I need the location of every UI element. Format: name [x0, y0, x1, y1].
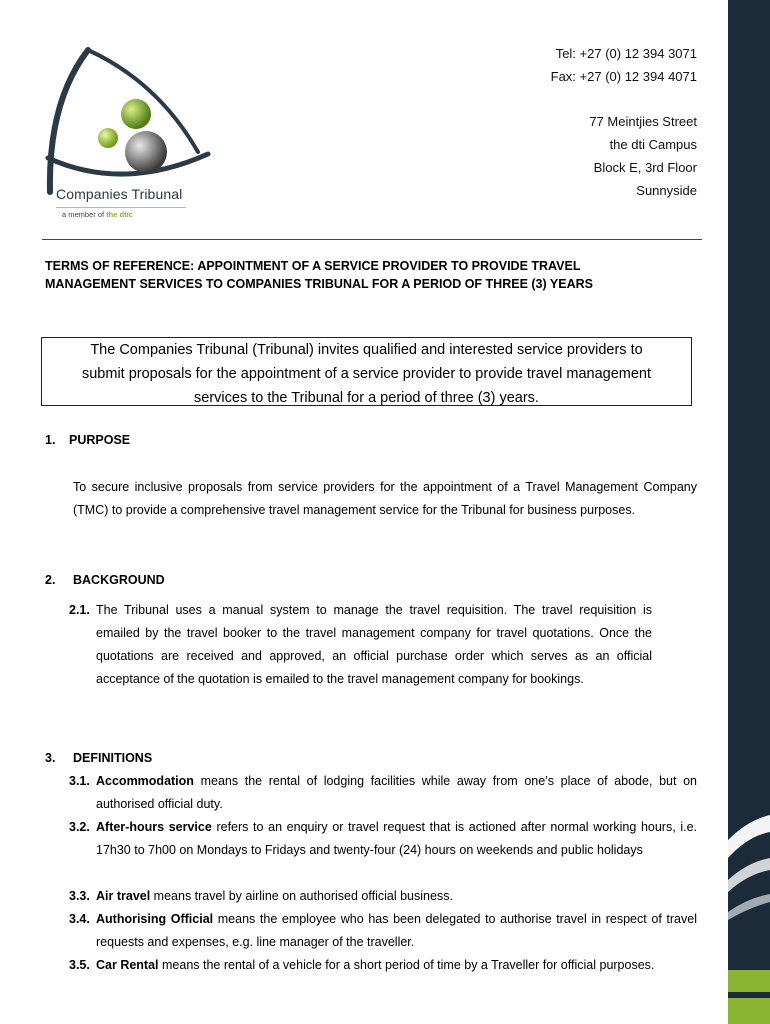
contact-block	[551, 42, 697, 202]
section-number: 2.	[45, 573, 56, 587]
section-heading-background	[45, 573, 165, 587]
invitation-box	[41, 337, 692, 406]
definition-item	[69, 885, 697, 908]
header-rule	[42, 239, 702, 240]
definition-text: means the rental of lodging facilities while away from one’s place of abode, but on authorised official duty.	[96, 774, 697, 811]
logo-divider	[56, 207, 186, 208]
section-number: 1.	[45, 433, 56, 447]
section-title: BACKGROUND	[73, 573, 165, 587]
item-text: The Tribunal uses a manual system to manage the travel requisition. The travel requisition is emailed by the travel booker to the travel management company for travel quotations. Once the quotations are received and approved, an official purchase order which serves as an official acceptance of the quotation is emailed to the travel management company for bookings.	[96, 603, 652, 686]
org-tagline	[62, 210, 133, 219]
definition-item	[69, 908, 697, 954]
definition-text: means travel by airline on authorised official business.	[150, 889, 453, 903]
invitation-line: The Companies Tribunal (Tribunal) invites qualified and interested service providers to	[90, 342, 643, 358]
section-heading-definitions	[45, 751, 152, 765]
definition-item	[69, 816, 697, 862]
invitation-line: services to the Tribunal for a period of three (3) years.	[194, 390, 539, 406]
definition-text: means the rental of a vehicle for a short period of time by a Traveller for official purposes.	[158, 958, 655, 972]
org-name: Companies Tribunal	[56, 186, 183, 202]
band-swoosh-graphic	[728, 800, 770, 960]
definition-text: refers to an enquiry or travel request that is actioned after normal working hours, i.e. 17h30 to 7h00 on Mondays to Fridays and twenty-four (24) hours on weekends and public holidays	[96, 820, 698, 857]
section-number: 3.	[45, 751, 56, 765]
tagline-brand: the dtic	[106, 210, 133, 219]
tagline-prefix: a member of	[62, 210, 107, 219]
tel-line: Tel: +27 (0) 12 394 3071	[555, 46, 697, 61]
definition-term: Air travel	[96, 889, 151, 903]
title-line: MANAGEMENT SERVICES TO COMPANIES TRIBUNAL FOR A PERIOD OF THREE (3) YEARS	[45, 277, 593, 291]
item-number: 3.3.	[69, 889, 90, 903]
definition-term: Car Rental	[96, 958, 159, 972]
title-line: TERMS OF REFERENCE: APPOINTMENT OF A SERVICE PROVIDER TO PROVIDE TRAVEL	[45, 259, 581, 273]
item-number: 2.1.	[69, 603, 90, 617]
definition-text: means the employee who has been delegated to authorise travel in respect of travel requests and expenses, e.g. line manager of the traveller.	[96, 912, 697, 949]
definition-term: After-hours service	[96, 820, 212, 834]
definition-term: Accommodation	[96, 774, 194, 788]
definition-term: Authorising Official	[96, 912, 214, 926]
item-number: 3.1.	[69, 774, 90, 788]
section-heading-purpose	[45, 433, 130, 447]
address-line: Sunnyside	[636, 183, 697, 198]
section-title: PURPOSE	[69, 433, 131, 447]
fax-line: Fax: +27 (0) 12 394 4071	[550, 69, 697, 84]
band-green-block-lower	[728, 998, 770, 1024]
background-item	[69, 599, 652, 691]
address-line: Block E, 3rd Floor	[593, 160, 697, 175]
address-line: 77 Meintjies Street	[589, 114, 697, 129]
definition-item	[69, 954, 697, 977]
definition-item	[69, 770, 697, 816]
document-title	[45, 257, 705, 293]
item-number: 3.2.	[69, 820, 90, 834]
section-title: DEFINITIONS	[73, 751, 153, 765]
item-number: 3.4.	[69, 912, 90, 926]
band-green-block	[728, 970, 770, 992]
invitation-line: submit proposals for the appointment of a service provider to provide travel management	[81, 366, 652, 382]
purpose-paragraph: To secure inclusive proposals from service providers for the appointment of a Travel Management Company (TMC) to provide a comprehensive travel management service for the Tribunal for business purposes.	[73, 480, 697, 517]
address-line: the dti Campus	[609, 137, 697, 152]
item-number: 3.5.	[69, 958, 90, 972]
